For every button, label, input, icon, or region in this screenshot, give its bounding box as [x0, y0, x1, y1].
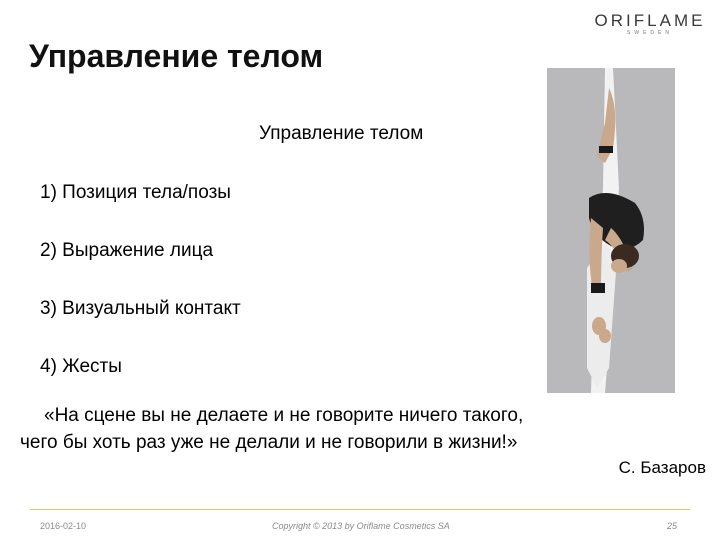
oriflame-logo — [594, 12, 706, 36]
footer-copyright: Copyright © 2013 by Oriflame Cosmetics SA — [272, 521, 450, 531]
quote-block — [20, 402, 720, 456]
dancer-illustration — [547, 68, 675, 393]
list-item-4: 4) Жесты — [40, 356, 122, 377]
page-title: Управление телом — [29, 38, 324, 74]
slide-subtitle: Управление телом — [259, 123, 424, 144]
quote-author: С. Базаров — [618, 458, 706, 477]
footer-divider — [30, 509, 690, 510]
quote-line-1: «На сцене вы не делаете и не говорите ничего такого, — [44, 405, 524, 426]
logo-subtext: SWEDEN — [627, 30, 673, 36]
list-item-1: 1) Позиция тела/позы — [40, 182, 231, 203]
footer-page-number: 25 — [667, 521, 678, 531]
list-item-3: 3) Визуальный контакт — [40, 298, 241, 319]
footer-date: 2016-02-10 — [40, 521, 87, 531]
quote-line-2: чего бы хоть раз уже не делали и не говорили в жизни!» — [20, 432, 518, 453]
aerial-silk-dancer-photo — [547, 68, 675, 393]
logo-wordmark: ORIFLAME — [594, 11, 706, 30]
list-item-2: 2) Выражение лица — [40, 240, 214, 261]
